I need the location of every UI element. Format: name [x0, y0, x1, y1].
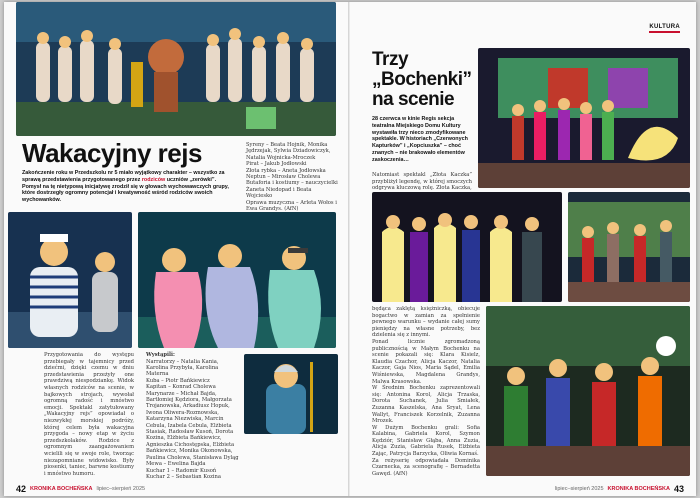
brand-name-right: KRONIKA BOCHEŃSKA	[607, 486, 670, 492]
sailor-actor-photo	[8, 212, 132, 348]
issue-date: lipiec–sierpień 2025	[96, 486, 146, 492]
mermaids-photo	[138, 212, 336, 348]
neptune-photo	[244, 354, 338, 434]
page-42	[4, 2, 350, 496]
magazine-spread	[4, 2, 696, 496]
stage-group-photo	[16, 2, 336, 136]
cast-heading: Wystąpili:	[146, 352, 175, 358]
body-text-left: Przygotowania do występu przebiegały w tajemnicy przed dziećmi, dzięki czemu w dniu przedstawienia przeżyły one prawdziwą niespodziankę. Widok własnych rodziców na scenie, w bajkowych strojach, wywołał ogromną radość i mnóstwo emocji. Spektakl zatytułowany „Wakacyjny rejs” opowiadał o niezwykłej morskiej podróży, której celem była wakacyjna przygoda – nowy etap w życiu przedszkolaków. Rodzice z ogromnym zaangażowaniem wcielili się w swoje role, tworząc niezapomniane widowisko. Były piosenki, taniec, barwne kostiumy i mnóstwo humoru.	[44, 352, 134, 477]
golden-duck-stage-photo	[478, 48, 690, 188]
footer-left	[16, 482, 350, 496]
page-number-right: 43	[673, 484, 684, 494]
cast-names: Narratorzy – Natalia Kania, Karolina Przybyła, Karolina Materna Kuba – Piotr Bańkiewicz Kapitan – Konrad Cholewa Marynarze – Michał Bajda, Bartłomiej Kędziora, Małgorzata Trojanowska, Arkadiusz Hopuk, Iwona Oliwera-Rozmowska, Katarzyna Niezwiska, Marcin Cebula, Izabela Cebula, Elżbieta Stasiak, Radosław Kusoń, Dorota Kozina, Elżbieta Bańkiewicz, Agnieszka Cichostępska, Elżbieta Bańkiewicz, Monika Okonowska, Paulina Cholewa, Stanisława Dyląg Mewa – Ewelina Bajda Kuchar 1 – Radomir Kusoń Kuchar 2 – Sebastian Kozina	[146, 358, 239, 480]
footer-right	[484, 482, 684, 496]
issue-date-right: lipiec–sierpień 2025	[554, 486, 604, 492]
section-tag: KULTURA	[649, 24, 680, 33]
credits-top: Syreny – Beata Hojnik, Monika Jędrzejak, Sylwia Dziadowiczyk, Natalia Wojnicka-Mroczek Pirat – Jakub Jodłowski Złota rybka – Aneta Jodłowska Neptun – Mirosław Cholewa Butaforia i kostiumy – nauczycielki Żaneta Niedopad i Beata Wojciesko Oprawa muzyczna – Arleta Wołos i Ewa Grandys. (AfN)	[246, 142, 338, 213]
intro-text: Natomiast spektakl „Złota Kaczka” przybliżył legendę, w której smoczych odgrywa kluczową rolę. Złota Kaczka,	[372, 172, 473, 192]
page-number: 42	[16, 484, 27, 494]
red-riding-hood-photo	[568, 192, 690, 302]
cast-list	[146, 352, 241, 480]
cinderella-photo	[486, 306, 690, 476]
brand-name: KRONIKA BOCHEŃSKA	[30, 486, 93, 492]
body-text-right: będąca zaklętą księżniczką, obiecuje bogactwo w zamian za spełnienie pewnego warunku – wydanie całej sumy pieniędzy na własne potrzeby, bez dzielenia się z innymi. Ponad licznie zgromadzoną publicznością w Małym Bochenku na scenie pokazali się: Klara Kisielz, Klaudia Czachor, Alicja Kaczor, Natalia Kaczor, Gaja Nios, Maria Sądel, Emilia Wiśniewska, Magdalena Grandys, Malwa Krasowska. W Średnim Bochenku zaprezentowali się: Antonina Korol, Alicja Trzaska, Dorota Suchanek, Julia Smiałek, Zuzanna Kaszelska, Ana Sryat, Lena Wallyt, Franciszek Korzelnik, Zuzanna Mrozek. W Dużym Bochenku grali: Sofia Kalabina, Gabriela Korol, Szymon Kędziór, Stanisław Głąba, Anna Zuzia, Alicja Zuzia, Gabriela Rusek, Elżbieta Zając, Patrycja Barzycka, Oliwia Kornaś. Za reżyserię odpowiadała Dominika Czarnecka, za scenografię – Bernadetta Gawęd. (AfN)	[372, 306, 480, 477]
page-43	[350, 2, 696, 496]
article-lead: Zakończenie roku w Przedszkolu nr 5 miało wyjątkowy charakter – wszystko za sprawą przedstawienia przygotowanego przez rodziców uczniów „zerówki”. Pomysł na tę nietypową inicjatywę zrodził się w głowach wychowawczych grupy, które dostrzegły ogromny potencjał i kreatywność wśród rodziców swoich wychowanków.	[22, 170, 229, 204]
article-title: Wakacyjny rejs	[22, 138, 202, 168]
article-title-right: Trzy „Bochenki” na scenie	[372, 49, 472, 110]
lead-highlight: rodziców	[141, 176, 166, 183]
princesses-photo	[372, 192, 562, 302]
article-lead-right: 28 czerwca w kinie Regis sekcja teatralna Miejskiego Domu Kultury wystawiła trzy nieco zmodyfikowane spektakle. W historiach „Czerwonych Kapturków” i „Kopciuszka” – choć znanych – nie brakowało elementów zaskoczenia…	[372, 116, 468, 163]
